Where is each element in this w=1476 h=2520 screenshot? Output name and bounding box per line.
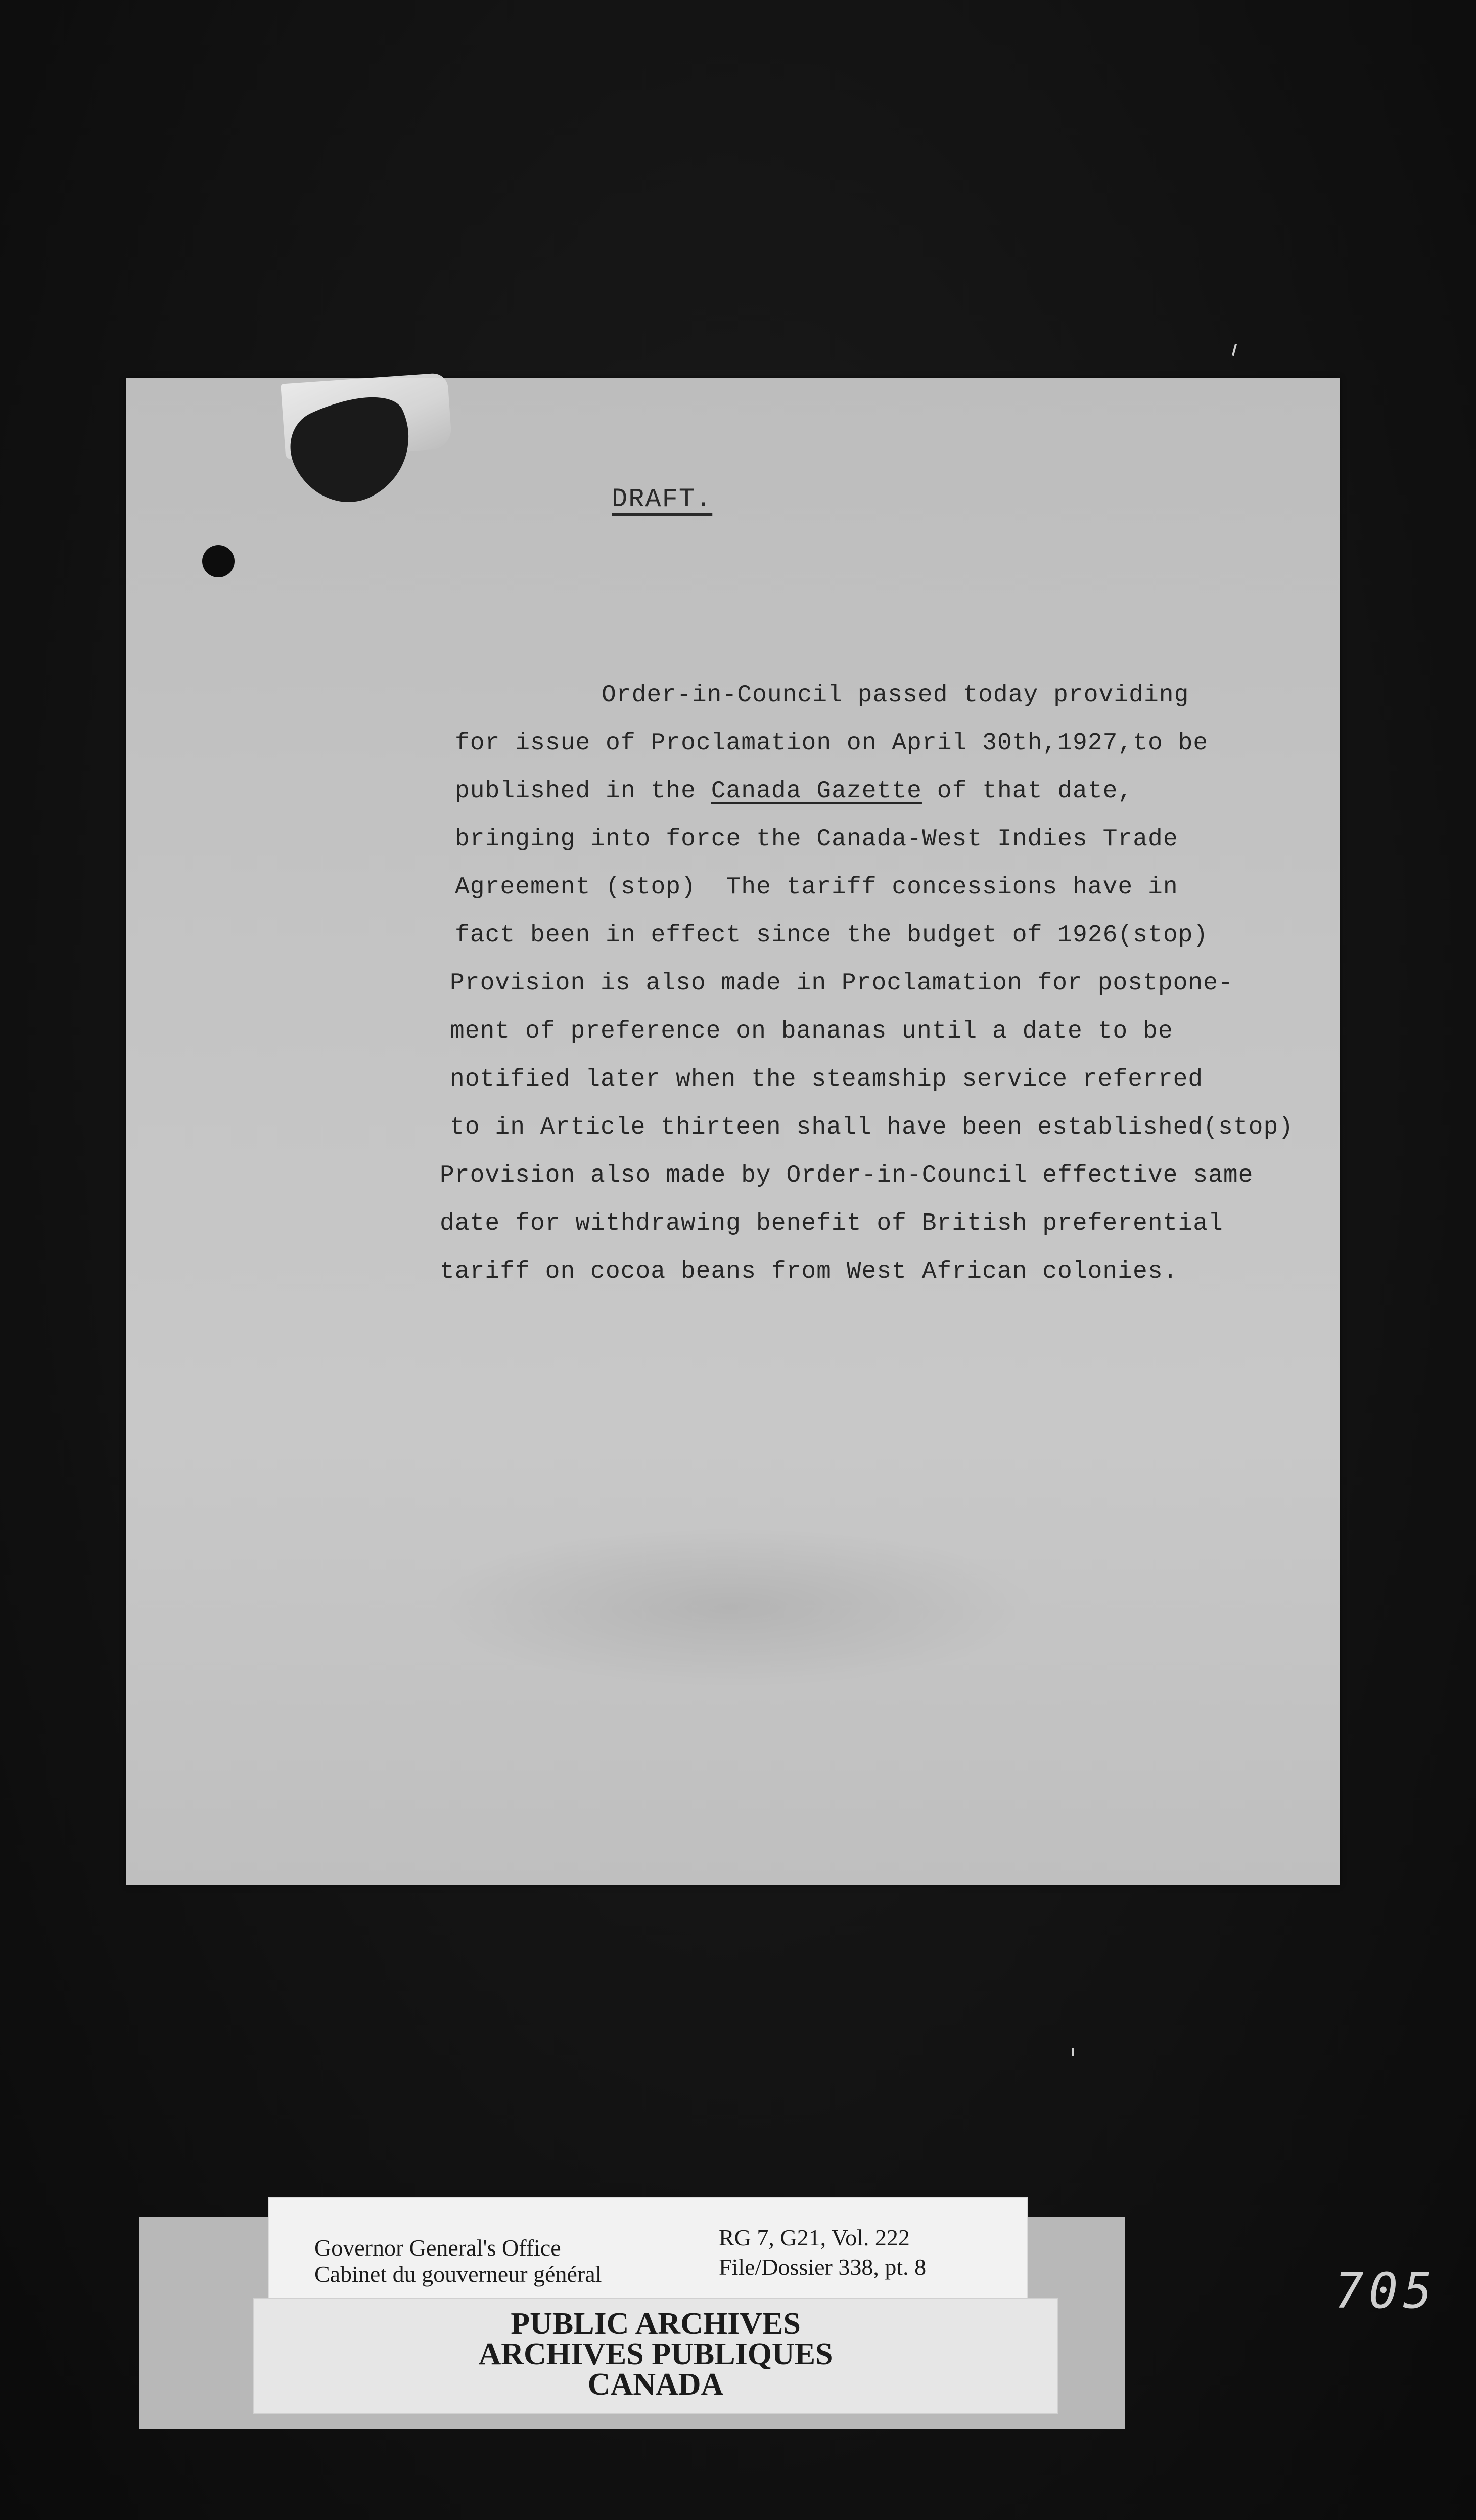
body-line-13: tariff on cocoa beans from West African colonies. — [440, 1258, 1178, 1285]
body-line-3-tail: of that date, — [921, 778, 1133, 805]
body-line-11: Provision also made by Order-in-Council effective same — [440, 1162, 1254, 1189]
body-line-10: to in Article thirteen shall have been established(stop) — [450, 1114, 1294, 1141]
body-line-4: bringing into force the Canada-West Indies Trade — [455, 826, 1178, 853]
archives-french: ARCHIVES PUBLIQUES — [478, 2337, 833, 2371]
document-page — [126, 378, 1340, 1885]
body-line-9: notified later when the steamship service referred — [450, 1066, 1204, 1093]
body-line-5: Agreement (stop) The tariff concessions have in — [455, 874, 1178, 901]
record-group-reference: RG 7, G21, Vol. 222 — [719, 2225, 910, 2251]
archives-country: CANADA — [587, 2367, 724, 2402]
body-line-3 — [455, 778, 1133, 805]
office-english: Governor General's Office — [314, 2235, 561, 2261]
body-line-2: for issue of Proclamation on April 30th,1927,to be — [455, 730, 1209, 757]
body-line-7: Provision is also made in Proclamation for postpone- — [450, 970, 1233, 997]
file-reference: File/Dossier 338, pt. 8 — [719, 2254, 927, 2280]
document-body — [126, 378, 1340, 1885]
frame-number: 705 — [1334, 2263, 1438, 2319]
archives-stamp — [253, 2298, 1058, 2414]
document-heading: DRAFT. — [612, 484, 713, 514]
office-french: Cabinet du gouverneur général — [314, 2261, 602, 2287]
body-line-8: ment of preference on bananas until a date to be — [450, 1018, 1173, 1045]
archives-english: PUBLIC ARCHIVES — [511, 2307, 801, 2341]
film-speck — [1072, 2048, 1074, 2056]
canada-gazette-title: Canada Gazette — [711, 778, 922, 805]
body-line-12: date for withdrawing benefit of British preferential — [440, 1210, 1223, 1237]
body-line-1: Order-in-Council passed today providing — [602, 682, 1189, 709]
archive-reference-label — [268, 2197, 1028, 2300]
body-line-3-lead: published in the — [455, 778, 711, 805]
body-line-6: fact been in effect since the budget of 1926(stop) — [455, 922, 1209, 949]
